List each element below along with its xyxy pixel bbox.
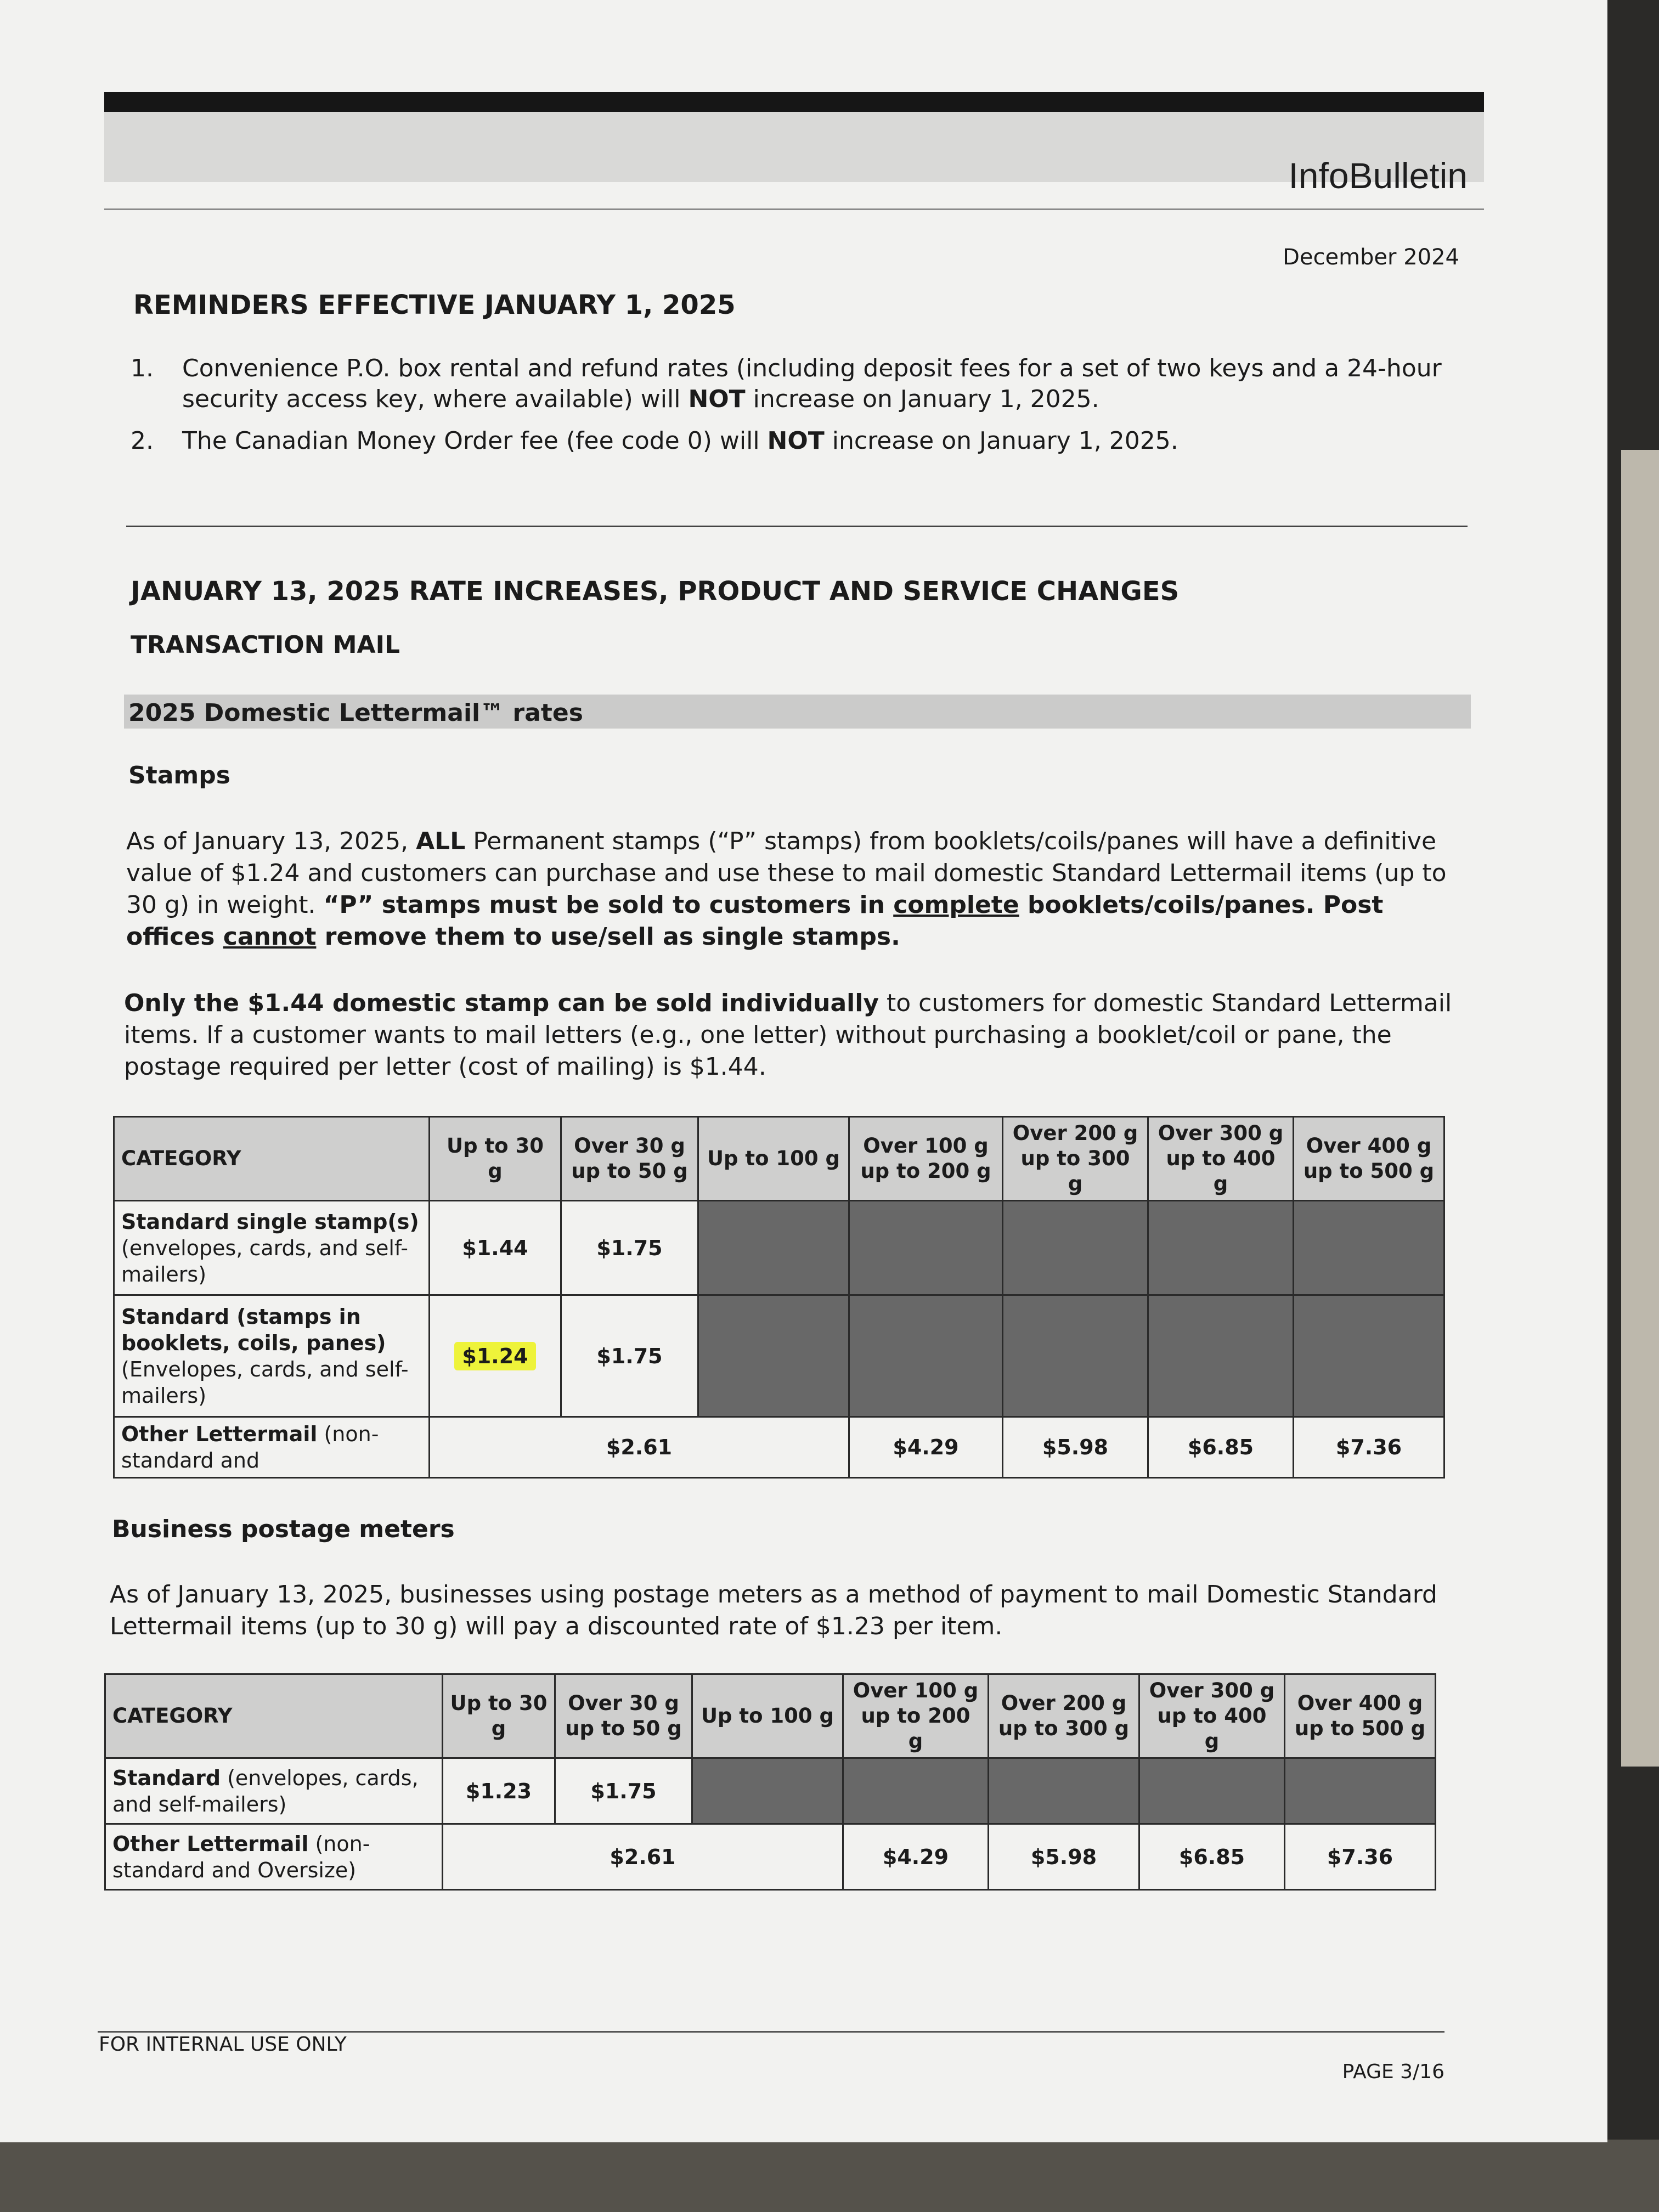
list-text: increase on January 1, 2025. [745,385,1099,413]
category-cell [105,1824,443,1890]
text-emphasis: ALL [416,827,466,855]
shaded-cell [989,1758,1139,1824]
text-run: Permanent stamps (“P” stamps) from booklets/coils/panes will have a definitive value of $1.24 and customers can purchase and use these to mail domestic Standard Lettermail items (up to 30 g) in weight. [126,827,1447,919]
shaded-cell [843,1758,989,1824]
changes-heading: JANUARY 13, 2025 RATE INCREASES, PRODUCT AND SERVICE CHANGES [131,576,1180,607]
price-cell: $7.36 [1294,1417,1444,1478]
footer-classification: FOR INTERNAL USE ONLY [99,2033,347,2056]
highlighted-price: $1.24 [454,1342,535,1370]
price-cell: $1.44 [430,1201,561,1295]
column-header: Up to 100 g [698,1117,849,1201]
column-header: Over 300 g up to 400 g [1139,1674,1285,1758]
price-cell: $1.75 [555,1758,692,1824]
text-underline: complete [893,891,1019,919]
list-text: Convenience P.O. box rental and refund rates (including deposit fees for a set of two keys and a 24-hour security access key, where available) will [182,354,1442,413]
text-run: remove them to use/sell as single stamps. [316,923,900,951]
column-header: Over 30 g up to 50 g [555,1674,692,1758]
shaded-cell [1148,1295,1294,1417]
price-cell: $2.61 [430,1417,849,1478]
table-header-row [114,1117,1444,1201]
list-item [131,353,1458,415]
column-header: Up to 30 g [443,1674,555,1758]
category-name: Standard [112,1765,221,1790]
table-row [105,1758,1436,1824]
list-emphasis: NOT [767,427,825,455]
bulletin-date: December 2024 [1283,245,1459,270]
background-surface [0,2140,1659,2212]
price-cell: $1.75 [561,1201,698,1295]
shaded-cell [698,1295,849,1417]
column-header: Over 200 g up to 300 g [1003,1117,1148,1201]
table-row [114,1295,1444,1417]
price-cell [430,1295,561,1417]
category-cell [114,1201,430,1295]
footer-rule [98,2031,1444,2033]
column-header: CATEGORY [105,1674,443,1758]
section-divider [126,526,1468,527]
category-detail: (non-standard and Oversize) [112,1831,370,1882]
text-emphasis: Only the $1.44 domestic stamp can be sold individually [124,989,879,1017]
category-detail: (envelopes, cards, and self-mailers) [121,1235,408,1286]
meters-paragraph: As of January 13, 2025, businesses using postage meters as a method of payment to mail Domestic Standard Lettermail items (up to 30 g) will pay a discounted rate of $1.23 per item. [110,1581,1437,1640]
category-detail: (envelopes, cards, and self-mailers) [112,1765,419,1816]
text-run: “P” stamps must be sold to customers in [323,891,894,919]
category-cell [105,1758,443,1824]
shaded-cell [692,1758,843,1824]
price-cell: $1.23 [443,1758,555,1824]
shaded-cell [849,1295,1003,1417]
category-name: Other Lettermail [121,1422,318,1446]
price-cell: $6.85 [1148,1417,1294,1478]
list-text: The Canadian Money Order fee (fee code 0) will [182,427,768,455]
background-object [1621,450,1659,1767]
price-cell: $4.29 [843,1824,989,1890]
price-cell: $6.85 [1139,1824,1285,1890]
single-stamp-paragraph [124,988,1482,1083]
shaded-cell [849,1201,1003,1295]
text-underline: cannot [223,923,317,951]
table-row [105,1824,1436,1890]
price-cell: $7.36 [1285,1824,1436,1890]
column-header: Over 100 g up to 200 g [843,1674,989,1758]
column-header: Up to 100 g [692,1674,843,1758]
category-name: Standard single stamp(s) [121,1209,419,1234]
reminders-list [131,353,1458,467]
stamp-rates-table [113,1116,1445,1479]
list-text: increase on January 1, 2025. [824,427,1178,455]
price-cell: $4.29 [849,1417,1003,1478]
text-run: booklets/coils/panes. Post offices [126,891,1384,951]
text-run: As of January 13, 2025, [126,827,416,855]
shaded-cell [698,1201,849,1295]
shaded-cell [1148,1201,1294,1295]
table-row [114,1417,1444,1478]
meter-rates-table [104,1673,1436,1891]
list-item [131,426,1458,456]
category-cell [114,1295,430,1417]
table-row [114,1201,1444,1295]
shaded-cell [1003,1201,1148,1295]
list-number: 1. [131,354,154,382]
column-header: Over 300 g up to 400 g [1148,1117,1294,1201]
column-header: Over 100 g up to 200 g [849,1117,1003,1201]
column-header: Over 30 g up to 50 g [561,1117,698,1201]
price-cell: $1.75 [561,1295,698,1417]
category-cell [114,1417,430,1478]
price-cell: $2.61 [443,1824,843,1890]
category-detail: (Envelopes, cards, and self-mailers) [121,1357,409,1408]
meters-heading: Business postage meters [112,1515,455,1543]
table-header-row [105,1674,1436,1758]
shaded-cell [1294,1201,1444,1295]
category-name: Other Lettermail [112,1831,309,1856]
column-header: Over 200 g up to 300 g [989,1674,1139,1758]
bulletin-title: InfoBulletin [1288,155,1468,196]
column-header: Over 400 g up to 500 g [1285,1674,1436,1758]
column-header: CATEGORY [114,1117,430,1201]
shaded-cell [1139,1758,1285,1824]
column-header: Over 400 g up to 500 g [1294,1117,1444,1201]
stamps-heading: Stamps [128,761,230,789]
reminders-heading: REMINDERS EFFECTIVE JANUARY 1, 2025 [133,290,736,320]
list-number: 2. [131,427,154,455]
price-cell: $5.98 [1003,1417,1148,1478]
text-run: to customers for domestic Standard Lettermail items. If a customer wants to mail letters (e.g., one letter) without purchasing a booklet/coil or pane, the postage required per letter (cost of mailing) is $1.44. [124,989,1452,1081]
column-header: Up to 30 g [430,1117,561,1201]
shaded-cell [1285,1758,1436,1824]
stamps-paragraph [126,826,1476,953]
list-emphasis: NOT [688,385,746,413]
header-rule [104,208,1484,210]
price-cell: $5.98 [989,1824,1139,1890]
header-bar [104,92,1484,112]
shaded-cell [1294,1295,1444,1417]
section-heading: TRANSACTION MAIL [131,631,400,659]
subsection-heading: 2025 Domestic Lettermail™ rates [128,699,583,727]
category-detail: (non-standard and [121,1422,379,1472]
category-name: Standard (stamps in booklets, coils, panes) [121,1304,386,1355]
page-number: PAGE 3/16 [1342,2061,1444,2083]
shaded-cell [1003,1295,1148,1417]
